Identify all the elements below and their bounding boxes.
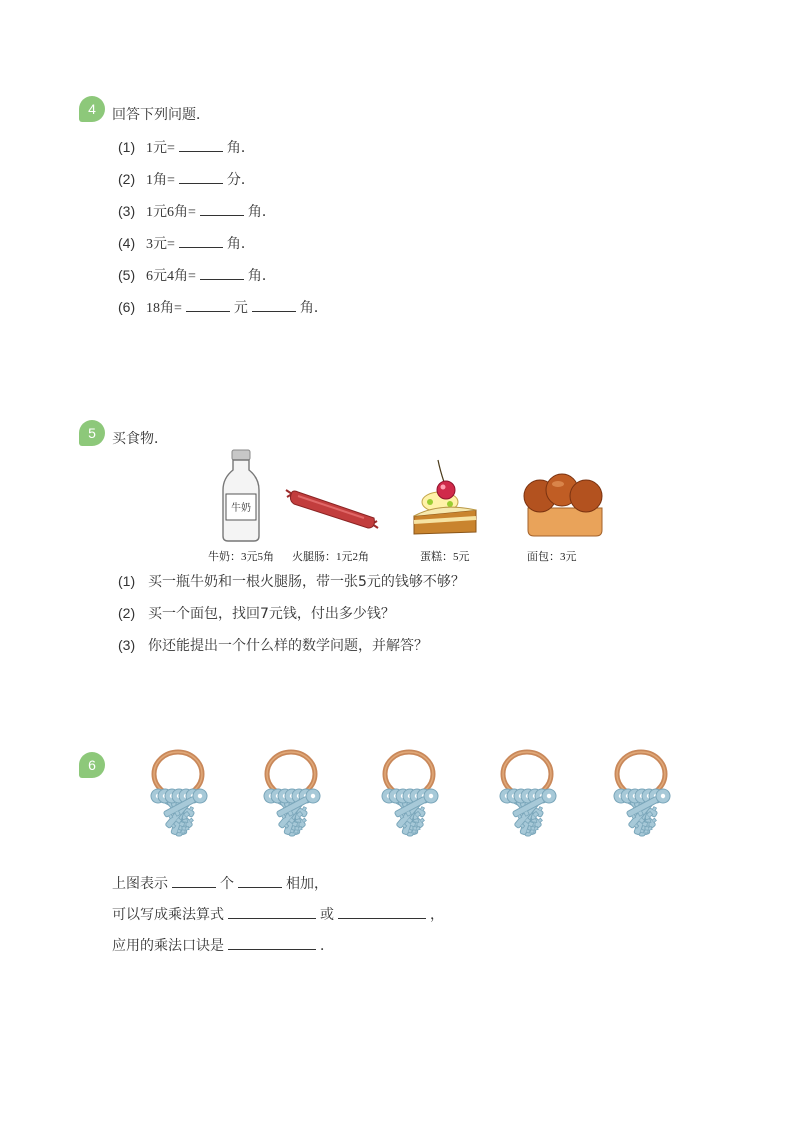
food-label-cake: 蛋糕：5元 — [420, 551, 470, 563]
item-prefix: 1元6角= — [146, 205, 196, 220]
line-text: ． — [320, 938, 334, 954]
q4-item-1 — [118, 137, 255, 157]
q4-item-4 — [118, 233, 255, 253]
q4-item-2 — [118, 169, 255, 189]
item-prefix: 1角= — [146, 173, 175, 188]
key-bunch-icon — [233, 748, 345, 844]
item-suffix: 角． — [247, 205, 276, 220]
food-label-bread: 面包：3元 — [527, 551, 577, 563]
line-text: 相加， — [286, 876, 328, 892]
answer-blank[interactable] — [200, 205, 244, 216]
q5-question-1 — [118, 571, 465, 591]
line-text: 个 — [220, 876, 234, 892]
key-bunch-icon — [583, 748, 695, 844]
question-6-badge: 6 — [79, 752, 105, 778]
bottle-label: 牛奶 — [231, 503, 251, 514]
answer-blank[interactable] — [200, 269, 244, 280]
key-bunch-icon — [351, 748, 463, 844]
answer-blank[interactable] — [238, 877, 282, 888]
question-text: 买一瓶牛奶和一根火腿肠，带一张5元的钱够不够？ — [148, 574, 465, 590]
item-suffix: 角． — [247, 269, 276, 284]
key-bunch-icon — [469, 748, 581, 844]
item-number: (5) — [118, 267, 136, 283]
answer-blank[interactable] — [228, 908, 316, 919]
q6-line-1 — [112, 873, 328, 893]
q6-line-2 — [112, 904, 444, 924]
q5-question-2 — [118, 603, 395, 623]
item-number: (4) — [118, 235, 136, 251]
q6-line-3 — [112, 935, 334, 955]
line-text: 可以写成乘法算式 — [112, 907, 224, 923]
item-prefix: 18角= — [146, 301, 182, 316]
item-number: (2) — [118, 605, 136, 621]
item-suffix: 角． — [226, 141, 255, 156]
line-text: 或 — [320, 907, 334, 923]
food-label-milk: 牛奶：3元5角 — [208, 551, 274, 563]
answer-blank[interactable] — [228, 939, 316, 950]
sausage-icon — [284, 488, 380, 532]
line-text: ， — [430, 907, 444, 923]
q5-question-3 — [118, 635, 428, 655]
question-text: 你还能提出一个什么样的数学问题，并解答？ — [148, 638, 428, 654]
item-number: (3) — [118, 203, 136, 219]
food-label-sausage: 火腿肠：1元2角 — [292, 551, 369, 563]
answer-blank[interactable] — [186, 301, 230, 312]
answer-blank[interactable] — [172, 877, 216, 888]
item-number: (1) — [118, 139, 136, 155]
item-suffix: 角． — [299, 301, 328, 316]
question-5-badge: 5 — [79, 420, 105, 446]
item-number: (1) — [118, 573, 136, 589]
cake-icon — [410, 458, 480, 540]
bread-icon — [520, 474, 610, 538]
item-prefix: 1元= — [146, 141, 175, 156]
answer-blank[interactable] — [338, 908, 426, 919]
line-text: 上图表示 — [112, 876, 168, 892]
key-bunch-icon — [120, 748, 232, 844]
milk-bottle-icon — [221, 450, 261, 542]
question-text: 买一个面包，找回7元钱，付出多少钱？ — [148, 606, 395, 622]
answer-blank[interactable] — [252, 301, 296, 312]
item-number: (3) — [118, 637, 136, 653]
item-prefix: 6元4角= — [146, 269, 196, 284]
answer-blank[interactable] — [179, 173, 223, 184]
question-4-badge: 4 — [79, 96, 105, 122]
item-suffix: 角． — [226, 237, 255, 252]
answer-blank[interactable] — [179, 141, 223, 152]
q4-item-3 — [118, 201, 276, 221]
q4-item-6 — [118, 297, 328, 317]
item-prefix: 3元= — [146, 237, 175, 252]
question-5-title: 买食物． — [112, 431, 168, 447]
item-suffix: 分． — [226, 173, 255, 188]
item-number: (2) — [118, 171, 136, 187]
q4-item-5 — [118, 265, 276, 285]
item-number: (6) — [118, 299, 136, 315]
question-4-title: 回答下列问题． — [112, 107, 210, 123]
item-middle: 元 — [233, 301, 248, 316]
answer-blank[interactable] — [179, 237, 223, 248]
line-text: 应用的乘法口诀是 — [112, 938, 224, 954]
